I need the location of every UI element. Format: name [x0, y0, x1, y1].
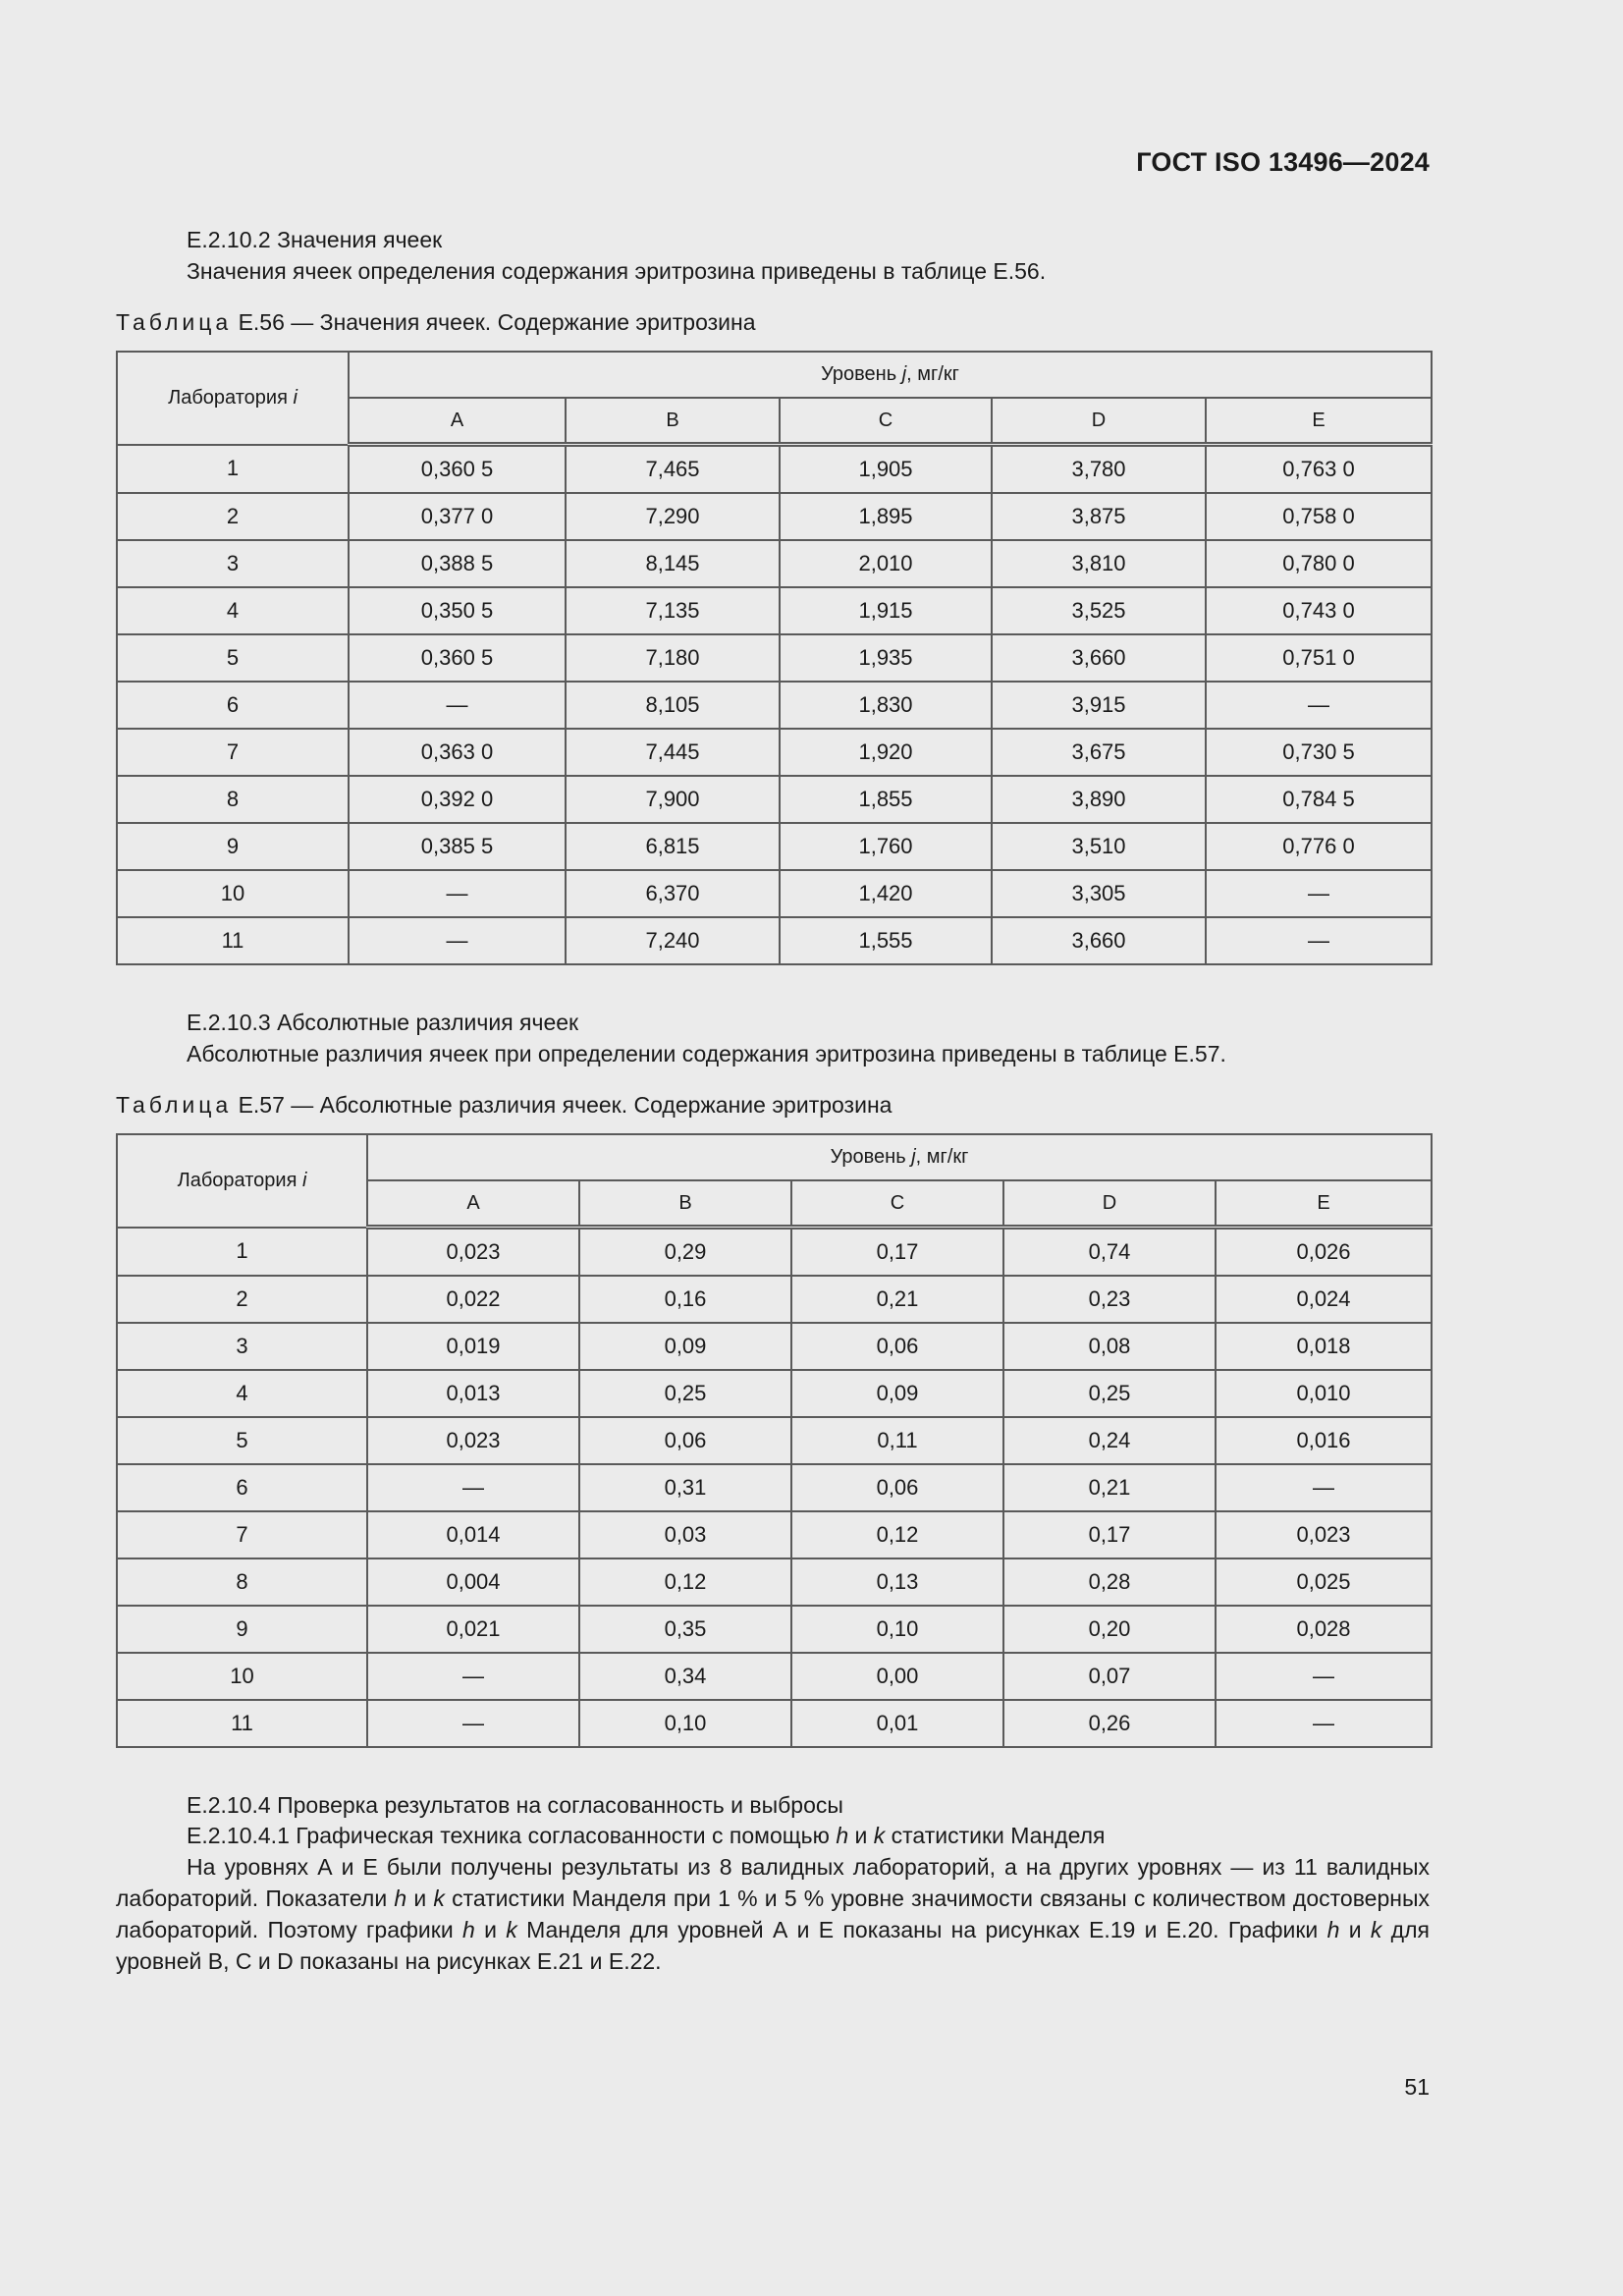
value-cell: 0,24 — [1003, 1417, 1216, 1464]
value-cell: 0,20 — [1003, 1606, 1216, 1653]
lab-cell: 2 — [117, 493, 349, 540]
value-cell: 0,023 — [367, 1417, 579, 1464]
value-cell: 0,12 — [579, 1558, 791, 1606]
table-row — [117, 1606, 1432, 1653]
value-cell: 0,013 — [367, 1370, 579, 1417]
table-row — [117, 776, 1432, 823]
lab-cell: 9 — [117, 1606, 367, 1653]
lab-cell: 7 — [117, 1511, 367, 1558]
table-row — [117, 1511, 1432, 1558]
section-heading-e21041: Е.2.10.4.1 Графическая техника согласованности с помощью h и k статистики Манделя — [187, 1823, 1106, 1848]
column-header: D — [992, 398, 1206, 445]
value-cell: 0,743 0 — [1206, 587, 1432, 634]
lab-cell: 11 — [117, 917, 349, 964]
value-cell: 0,776 0 — [1206, 823, 1432, 870]
caption-title: Е.56 — Значения ячеек. Содержание эритрозина — [238, 309, 756, 335]
value-cell: 7,135 — [566, 587, 780, 634]
lab-header: Лаборатория i — [117, 352, 349, 445]
table-row — [117, 587, 1432, 634]
value-cell: — — [1216, 1653, 1432, 1700]
column-header: B — [566, 398, 780, 445]
value-cell: — — [1216, 1700, 1432, 1747]
value-cell: — — [349, 682, 566, 729]
lab-cell: 5 — [117, 1417, 367, 1464]
value-cell: 0,29 — [579, 1228, 791, 1277]
table-e57 — [116, 1133, 1433, 1748]
value-cell: 0,25 — [1003, 1370, 1216, 1417]
value-cell: 1,420 — [780, 870, 992, 917]
table-row — [117, 445, 1432, 494]
value-cell: 1,855 — [780, 776, 992, 823]
value-cell: 0,758 0 — [1206, 493, 1432, 540]
value-cell: 0,763 0 — [1206, 445, 1432, 494]
column-header: C — [780, 398, 992, 445]
value-cell: 3,875 — [992, 493, 1206, 540]
table-row — [117, 1653, 1432, 1700]
value-cell: — — [367, 1700, 579, 1747]
value-cell: 0,014 — [367, 1511, 579, 1558]
column-header: E — [1206, 398, 1432, 445]
value-cell: 0,023 — [1216, 1511, 1432, 1558]
lab-cell: 7 — [117, 729, 349, 776]
value-cell: 0,09 — [791, 1370, 1003, 1417]
column-header: E — [1216, 1180, 1432, 1228]
value-cell: 0,08 — [1003, 1323, 1216, 1370]
value-cell: 7,240 — [566, 917, 780, 964]
table-row — [117, 917, 1432, 964]
value-cell: 0,11 — [791, 1417, 1003, 1464]
value-cell: 0,01 — [791, 1700, 1003, 1747]
lab-cell: 2 — [117, 1276, 367, 1323]
value-cell: 0,16 — [579, 1276, 791, 1323]
column-header: A — [349, 398, 566, 445]
value-cell: 0,10 — [579, 1700, 791, 1747]
lab-cell: 9 — [117, 823, 349, 870]
value-cell: 0,06 — [579, 1417, 791, 1464]
section-heading-e2102: Е.2.10.2 Значения ячеек — [187, 227, 443, 252]
value-cell: 0,34 — [579, 1653, 791, 1700]
value-cell: 0,12 — [791, 1511, 1003, 1558]
section-text-e2103: Абсолютные различия ячеек при определении содержания эритрозина приведены в таблице Е.57. — [187, 1041, 1226, 1066]
value-cell: 0,377 0 — [349, 493, 566, 540]
value-cell: 0,004 — [367, 1558, 579, 1606]
value-cell: 0,10 — [791, 1606, 1003, 1653]
lab-cell: 10 — [117, 870, 349, 917]
value-cell: 0,019 — [367, 1323, 579, 1370]
value-cell: 7,445 — [566, 729, 780, 776]
value-cell: 0,016 — [1216, 1417, 1432, 1464]
lab-cell: 5 — [117, 634, 349, 682]
value-cell: — — [367, 1653, 579, 1700]
table-row — [117, 729, 1432, 776]
value-cell: 0,06 — [791, 1464, 1003, 1511]
value-cell: 0,23 — [1003, 1276, 1216, 1323]
value-cell: 0,730 5 — [1206, 729, 1432, 776]
value-cell: 0,780 0 — [1206, 540, 1432, 587]
value-cell: 2,010 — [780, 540, 992, 587]
value-cell: 3,660 — [992, 917, 1206, 964]
table-caption-e57 — [116, 1092, 892, 1119]
section-text-e2102: Значения ячеек определения содержания эритрозина приведены в таблице Е.56. — [187, 258, 1047, 284]
value-cell: 3,660 — [992, 634, 1206, 682]
table-row — [117, 1464, 1432, 1511]
value-cell: 0,751 0 — [1206, 634, 1432, 682]
value-cell: 0,28 — [1003, 1558, 1216, 1606]
value-cell: 0,024 — [1216, 1276, 1432, 1323]
level-header: Уровень j, мг/кг — [349, 352, 1432, 398]
value-cell: 6,370 — [566, 870, 780, 917]
lab-cell: 3 — [117, 540, 349, 587]
value-cell: 3,675 — [992, 729, 1206, 776]
value-cell: — — [1216, 1464, 1432, 1511]
value-cell: 0,026 — [1216, 1228, 1432, 1277]
value-cell: 7,900 — [566, 776, 780, 823]
value-cell: — — [367, 1464, 579, 1511]
lab-cell: 8 — [117, 776, 349, 823]
value-cell: 0,13 — [791, 1558, 1003, 1606]
column-header: A — [367, 1180, 579, 1228]
value-cell: 0,35 — [579, 1606, 791, 1653]
value-cell: 1,915 — [780, 587, 992, 634]
table-row — [117, 682, 1432, 729]
lab-cell: 3 — [117, 1323, 367, 1370]
value-cell: 6,815 — [566, 823, 780, 870]
table-row — [117, 1700, 1432, 1747]
value-cell: 0,350 5 — [349, 587, 566, 634]
section-heading-e2103: Е.2.10.3 Абсолютные различия ячеек — [187, 1010, 579, 1035]
value-cell: 0,023 — [367, 1228, 579, 1277]
value-cell: 0,21 — [1003, 1464, 1216, 1511]
value-cell: 0,00 — [791, 1653, 1003, 1700]
value-cell: 1,935 — [780, 634, 992, 682]
value-cell: — — [349, 870, 566, 917]
value-cell: — — [349, 917, 566, 964]
table-row — [117, 823, 1432, 870]
value-cell: 0,17 — [791, 1228, 1003, 1277]
value-cell: 0,385 5 — [349, 823, 566, 870]
table-row — [117, 493, 1432, 540]
table-row — [117, 1417, 1432, 1464]
table-row — [117, 1276, 1432, 1323]
value-cell: 1,905 — [780, 445, 992, 494]
body-paragraph: На уровнях А и Е были получены результаты из 8 валидных лабораторий, а на других уровнях — из 11 валидных лабораторий. Показатели h и k статистики Манделя при 1 % и 5 % уровне значимости связаны с количеством достоверных лабораторий. Поэтому графики h и k Манделя для уровней А и Е показаны на рисунках Е.19 и Е.20. Графики h и k для уровней B, C и D показаны на рисунках Е.21 и Е.22. — [116, 1854, 1430, 1974]
section-heading-e2104: Е.2.10.4 Проверка результатов на согласованность и выбросы — [187, 1792, 843, 1818]
value-cell: 8,105 — [566, 682, 780, 729]
value-cell: 0,74 — [1003, 1228, 1216, 1277]
table-row — [117, 540, 1432, 587]
value-cell: 8,145 — [566, 540, 780, 587]
value-cell: 1,920 — [780, 729, 992, 776]
value-cell: 0,028 — [1216, 1606, 1432, 1653]
value-cell: 0,21 — [791, 1276, 1003, 1323]
caption-label: Таблица — [116, 309, 233, 335]
value-cell: 0,360 5 — [349, 445, 566, 494]
table-caption-e56 — [116, 309, 756, 336]
lab-cell: 6 — [117, 1464, 367, 1511]
lab-cell: 10 — [117, 1653, 367, 1700]
lab-cell: 4 — [117, 1370, 367, 1417]
value-cell: 3,810 — [992, 540, 1206, 587]
value-cell: 1,760 — [780, 823, 992, 870]
value-cell: 1,555 — [780, 917, 992, 964]
value-cell: 0,26 — [1003, 1700, 1216, 1747]
value-cell: 1,895 — [780, 493, 992, 540]
value-cell: 1,830 — [780, 682, 992, 729]
value-cell: 0,360 5 — [349, 634, 566, 682]
value-cell: 3,525 — [992, 587, 1206, 634]
column-header: B — [579, 1180, 791, 1228]
table-row — [117, 1370, 1432, 1417]
value-cell: 0,363 0 — [349, 729, 566, 776]
value-cell: 3,915 — [992, 682, 1206, 729]
lab-cell: 11 — [117, 1700, 367, 1747]
value-cell: 3,780 — [992, 445, 1206, 494]
value-cell: — — [1206, 917, 1432, 964]
value-cell: 0,021 — [367, 1606, 579, 1653]
value-cell: 0,06 — [791, 1323, 1003, 1370]
table-row — [117, 1323, 1432, 1370]
column-header: D — [1003, 1180, 1216, 1228]
lab-header: Лаборатория i — [117, 1134, 367, 1228]
table-row — [117, 1228, 1432, 1277]
value-cell: 3,510 — [992, 823, 1206, 870]
value-cell: 7,180 — [566, 634, 780, 682]
value-cell: 0,09 — [579, 1323, 791, 1370]
table-row — [117, 634, 1432, 682]
value-cell: 0,17 — [1003, 1511, 1216, 1558]
table-row — [117, 1558, 1432, 1606]
table-row — [117, 870, 1432, 917]
lab-cell: 4 — [117, 587, 349, 634]
lab-cell: 1 — [117, 1228, 367, 1277]
value-cell: 0,25 — [579, 1370, 791, 1417]
value-cell: 0,784 5 — [1206, 776, 1432, 823]
value-cell: — — [1206, 870, 1432, 917]
value-cell: 3,890 — [992, 776, 1206, 823]
level-header: Уровень j, мг/кг — [367, 1134, 1432, 1180]
value-cell: 0,07 — [1003, 1653, 1216, 1700]
lab-cell: 6 — [117, 682, 349, 729]
caption-title: Е.57 — Абсолютные различия ячеек. Содержание эритрозина — [238, 1092, 893, 1118]
value-cell: 3,305 — [992, 870, 1206, 917]
value-cell: 0,010 — [1216, 1370, 1432, 1417]
column-header: C — [791, 1180, 1003, 1228]
value-cell: 7,465 — [566, 445, 780, 494]
caption-label: Таблица — [116, 1092, 233, 1118]
value-cell: 0,025 — [1216, 1558, 1432, 1606]
document-id: ГОСТ ISO 13496—2024 — [1136, 147, 1430, 177]
value-cell: — — [1206, 682, 1432, 729]
value-cell: 0,392 0 — [349, 776, 566, 823]
lab-cell: 8 — [117, 1558, 367, 1606]
page-number: 51 — [1404, 2074, 1430, 2100]
value-cell: 0,018 — [1216, 1323, 1432, 1370]
value-cell: 0,31 — [579, 1464, 791, 1511]
value-cell: 7,290 — [566, 493, 780, 540]
table-e56 — [116, 351, 1433, 965]
lab-cell: 1 — [117, 445, 349, 494]
value-cell: 0,022 — [367, 1276, 579, 1323]
value-cell: 0,388 5 — [349, 540, 566, 587]
value-cell: 0,03 — [579, 1511, 791, 1558]
